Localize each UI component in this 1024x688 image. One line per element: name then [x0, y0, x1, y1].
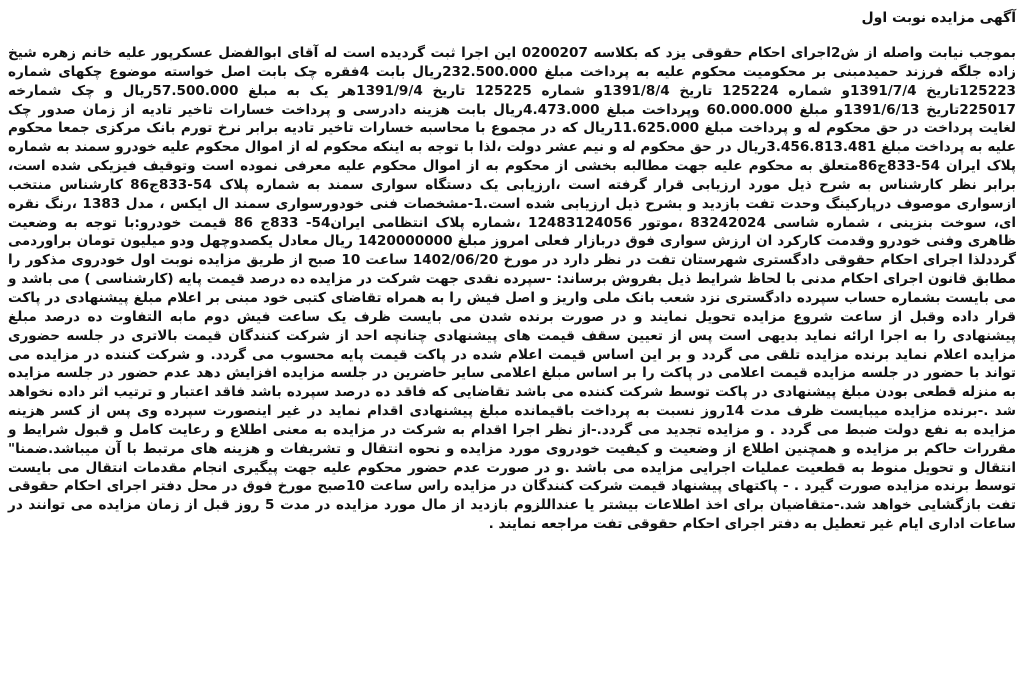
- notice-title: آگهی مزایده نوبت اول: [861, 10, 1016, 26]
- notice-body-text: بموجب نیابت واصله از ش2اجرای احکام حقوقی یزد که بکلاسه 0200207 این اجرا ثبت گردیده است له آقای ابوالفضل عسکرپور علیه خانم زهره شیخ زاده جلگه فرزند حمیدمبنی بر محکومیت محکوم علیه به پرداخت مبلغ 232.500.000ریال بابت 4فقره چک بابت اصل خواسته موضوع چکهای شماره 125223تاریخ 1391/7/4و شماره 125224 تاریخ 1391/8/4و شماره 125225 تاریخ 1391/9/4هر یک به مبلغ 57.500.000ریال و چک شمارخه 225017تاریخ 1391/6/13و مبلغ 60.000.000 وپرداخت مبلغ 4.473.000ریال بابت هزینه دادرسی و پرداخت خسارات تاخیر تادیه از زمان صدور چک لغایت پرداخت در حق محکوم له و پرداخت مبلغ 11.625.000ریال که در مجموع با محاسبه خسارات تاخیر تادیه برابر نرخ تورم بانک مرکزی جمعا محکوم علیه به پرداخت مبلغ 3.456.813.481ریال در حق محکوم له و نیم عشر دولت ،لذا با توجه به اینکه محکوم له از اموال محکوم علیه خودرو سمند به شماره پلاک ایران 54-833ج86متعلق به محکوم علیه جهت مطالبه بخشی از محکوم به از اموال محکوم علیه معرفی نموده است وتوقیف فیزیکی شده است، برابر نظر کارشناس به شرح ذیل مورد ارزیابی قرار گرفته است ،ارزیابی یک دستگاه سواری سمند به شماره پلاک 54-833ج86 کارشناس منتخب ازسواری موصوف درپارکینگ وحدت تفت بازدید و بشرح ذیل ارزیابی شده است.1-مشخصات فنی خودورسواری سمند ال ایکس ، مدل 1383 ،رنگ نقره ای، سوخت بنزینی ، شماره شاسی 83242024 ،موتور 12483124056 ،شماره پلاک انتظامی ایران54- 833ج 86 قیمت خودرو:با توجه به وضعیت ظاهری وفنی خودرو وقدمت کارکرد ان ارزش سواری فوق دربازار فعلی امروز مبلغ 1420000000 ریال معادل یکصدوچهل ودو میلیون تومان براوردمی گرددلذا اجرای احکام حقوقی دادگستری شهرستان تفت در نظر دارد در مورخ 1402/06/20 ساعت 10 صبح از طریق مزایده نوبت اول خودروی مذکور را مطابق قانون اجرای احکام مدنی با لحاظ شرایط ذیل بفروش برساند: -سپرده نقدی جهت شرکت در مزایده ده درصد قیمت پایه (کارشناسی ) می باشد و می بایست بشماره حساب سپرده دادگستری نزد شعب بانک ملی واریز و اصل فیش را به همراه تقاضای کتبی خود مبنی بر اعلام مبلغ پیشنهادی در پاکت قرار داده وقبل از ساعت شروع مزایده تحویل نمایند و در صورت برنده شدن می بایست ظرف یک ساعت فیش دوم مابه التفاوت ده درصد مبلغ پیشنهادی را به اجرا ارائه نماید بدیهی است پس از تعیین سقف قیمت های پیشنهادی چنانچه احد از شرکت کنندگان قیمت بالاتری در جلسه حضوری مزایده اعلام نماید برنده مزایده تلقی می گردد و بر این اساس قیمت اعلام شده در پاکت قیمت پایه محسوب می گردد. و شرکت کننده در مزایده می تواند با حضور در جلسه مزایده قیمت اعلامی در پاکت را بر اساس مبلغ اعلامی سایر حاضرین در جلسه مزایده افزایش دهد عدم حضور در جلسه مزایده به منزله قطعی بودن مبلغ پیشنهادی در پاکت توسط شرکت کننده می باشد تقاضایی که فاقد ده درصد سپرده باشد فاقد اعتبار و ترتیب اثر داده نخواهد شد .-برنده مزایده میبایست ظرف مدت 14روز نسبت به پرداخت باقیمانده مبلغ پیشنهادی اقدام نماید در غیر اینصورت سپرده وی پس از کسر هزینه مزایده به نفع دولت ضبط می گردد . و مزایده تجدید می گردد.-از نظر اجرا اقدام به شرکت در مزایده به معنی اطلاع و رعایت کامل و قبول شرایط و مقررات حاکم بر مزایده و همچنین اطلاع از وضعیت و کیفیت خودروی مورد مزایده و نحوه انتقال و تشریفات و هزینه های مرتبط با آن میباشد.ضمنا" انتقال و تحویل منوط به قطعیت عملیات اجرایی مزایده می باشد .و در صورت عدم حضور محکوم علیه جهت پیگیری انجام مقدمات انتقال می بایست توسط برنده مزایده صورت گیرد . - پاکتهای پیشنهاد قیمت شرکت کنندگان در مزایده راس ساعت 10صبح مورخ فوق در محل دفتر اجرای احکام حقوقی تفت بازگشایی خواهد شد.-متقاضیان برای اخذ اطلاعات بیشتر یا عنداللزوم بازدید از مال مورد مزایده در مدت 5 روز قبل از زمان مزایده می توانند در ساعات اداری ایام غیر تعطیل به دفتر اجرای احکام حقوقی تفت مراجعه نمایند .: [8, 45, 1017, 533]
